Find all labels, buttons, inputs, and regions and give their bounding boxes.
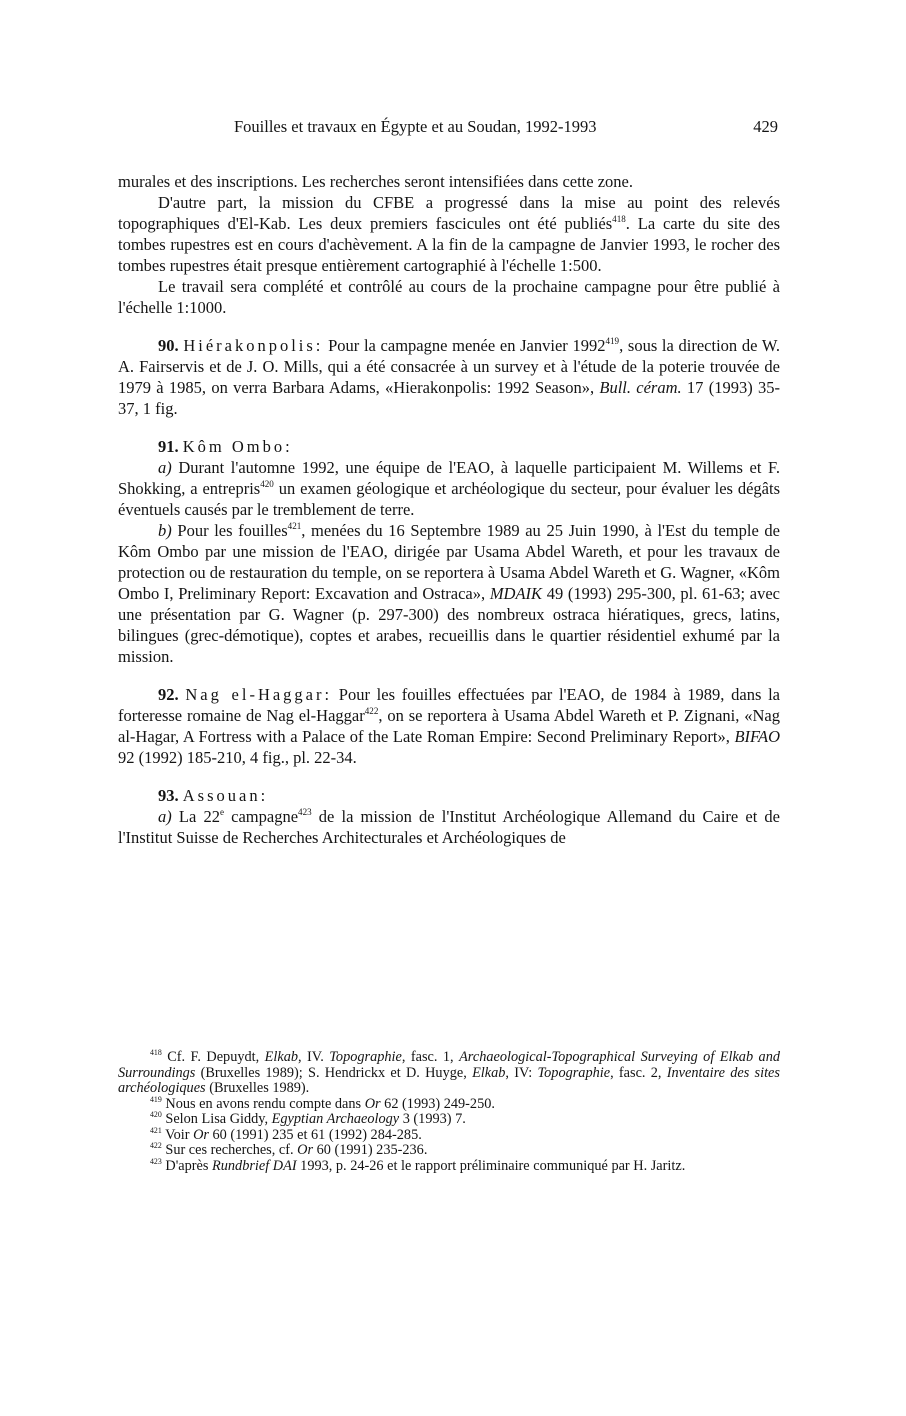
footnote-ref[interactable]: 418 <box>612 214 626 225</box>
site-name: Assouan: <box>182 786 269 805</box>
paragraph: Le travail sera complété et contrôlé au cours de la prochaine campagne pour être publié à l'échelle 1:1000. <box>118 277 780 317</box>
section-number: 91. <box>158 437 179 456</box>
paragraph: murales et des inscriptions. Les recherches seront intensifiées dans cette zone. <box>118 172 633 191</box>
running-header <box>118 117 780 139</box>
footnote-ref[interactable]: 419 <box>605 336 620 347</box>
section-93 <box>118 785 780 806</box>
footnote-ref[interactable]: 421 <box>287 521 302 532</box>
footnotes <box>118 1050 780 1174</box>
page-number: 429 <box>753 117 778 136</box>
footnote-ref[interactable]: 420 <box>260 479 274 490</box>
section-number: 93. <box>158 786 179 805</box>
paragraph: a) La 22e campagne$^{423}$ de la mission de l'Institut Archéologique Allemand du Caire et de l'Institut Suisse de Recherches Architecturales et Archéologiques de <box>118 807 780 847</box>
footnote-ref[interactable]: 422 <box>364 706 379 717</box>
section-number: 92. <box>158 685 179 704</box>
site-name: Kôm Ombo: <box>182 437 293 456</box>
footnote: $^{420}$ Selon Lisa Giddy, Egyptian Archaeology 3 (1993) 7. <box>150 1110 466 1127</box>
site-name: Hiérakonpolis: <box>183 336 324 355</box>
footnote-ref[interactable]: 423 <box>298 807 312 818</box>
running-title: Fouilles et travaux en Égypte et au Soudan, 1992-1993 <box>234 117 597 136</box>
footnote: $^{422}$ Sur ces recherches, cf. Or 60 (1991) 235-236. <box>150 1141 428 1158</box>
main-text <box>118 171 780 848</box>
paragraph: D'autre part, la mission du CFBE a progressé dans la mise au point des relevés topographiques d'El-Kab. Les deux premiers fascicules ont été publiés$^{418}$. La carte du site des tombes rupestres est en cours d'achèvement. A la fin de la campagne de Janvier 1993, le rocher des tombes rupestres était presque entièrement cartographié à l'échelle 1:500. <box>118 193 780 275</box>
footnote: $^{419}$ Nous en avons rendu compte dans Or 62 (1993) 249-250. <box>150 1094 495 1112</box>
site-name: Nag el-Haggar: <box>185 685 333 704</box>
section-91 <box>118 436 780 457</box>
paragraph: b) Pour les fouilles$^{421}$, menées du 16 Septembre 1989 au 25 Juin 1990, à l'Est du temple de Kôm Ombo par une mission de l'EAO, dirigée par Usama Abdel Wareth, et pour les travaux de protection ou de restauration du temple, on se reportera à Usama Abdel Wareth et G. Wagner, «Kôm Ombo I, Preliminary Report: Excavation and Ostraca», MDAIK 49 (1993) 295-300, pl. 61-63; avec une présentation par G. Wagner (p. 297-300) des nombreux ostraca hiératiques, grecs, latins, bilingues (grec-démotique), coptes et arabes, recueillis dans le quartier résidentiel exhumé par la mission. <box>118 521 780 666</box>
footnote: $^{423}$ D'après Rundbrief DAI 1993, p. 24-26 et le rapport préliminaire communiqué par H. Jaritz. <box>150 1156 686 1174</box>
section-90: 90. Hiérakonpolis: Pour la campagne menée en Janvier 1992$^{419}$, sous la direction de W. A. Fairservis et de J. O. Mills, qui a été consacrée à un survey et à l'étude de la poterie trouvée de 1979 à 1985, on verra Barbara Adams, «Hierakonpolis: 1992 Season», Bull. céram. 17 (1993) 35-37, 1 fig. <box>118 336 781 418</box>
footnote: $^{421}$ Voir Or 60 (1991) 235 et 61 (1992) 284-285. <box>150 1125 422 1143</box>
paragraph: a) Durant l'automne 1992, une équipe de l'EAO, à laquelle participaient M. Willems et F. Shokking, a entrepris$^{420}$ un examen géologique et archéologique du secteur, pour évaluer les dégâts éventuels causés par le tremblement de terre. <box>118 458 781 519</box>
footnote: $^{418}$ Cf. F. Depuydt, Elkab, IV. Topographie, fasc. 1, Archaeological-Topographical Surveying of Elkab and Surroundings (Bruxelles 1989); S. Hendrickx et D. Huyge, Elkab, IV: Topographie, fasc. 2, Inventaire des sites archéologiques (Bruxelles 1989). <box>118 1048 780 1096</box>
section-92: 92. Nag el-Haggar: Pour les fouilles effectuées par l'EAO, de 1984 à 1989, dans la forteresse romaine de Nag el-Haggar$^{422}$, on se reportera à Usama Abdel Wareth et P. Zignani, «Nag al-Hagar, A Fortress with a Palace of the Late Roman Empire: Second Preliminary Report», BIFAO 92 (1992) 185-210, 4 fig., pl. 22-34. <box>118 685 780 767</box>
section-number: 90. <box>158 336 179 355</box>
